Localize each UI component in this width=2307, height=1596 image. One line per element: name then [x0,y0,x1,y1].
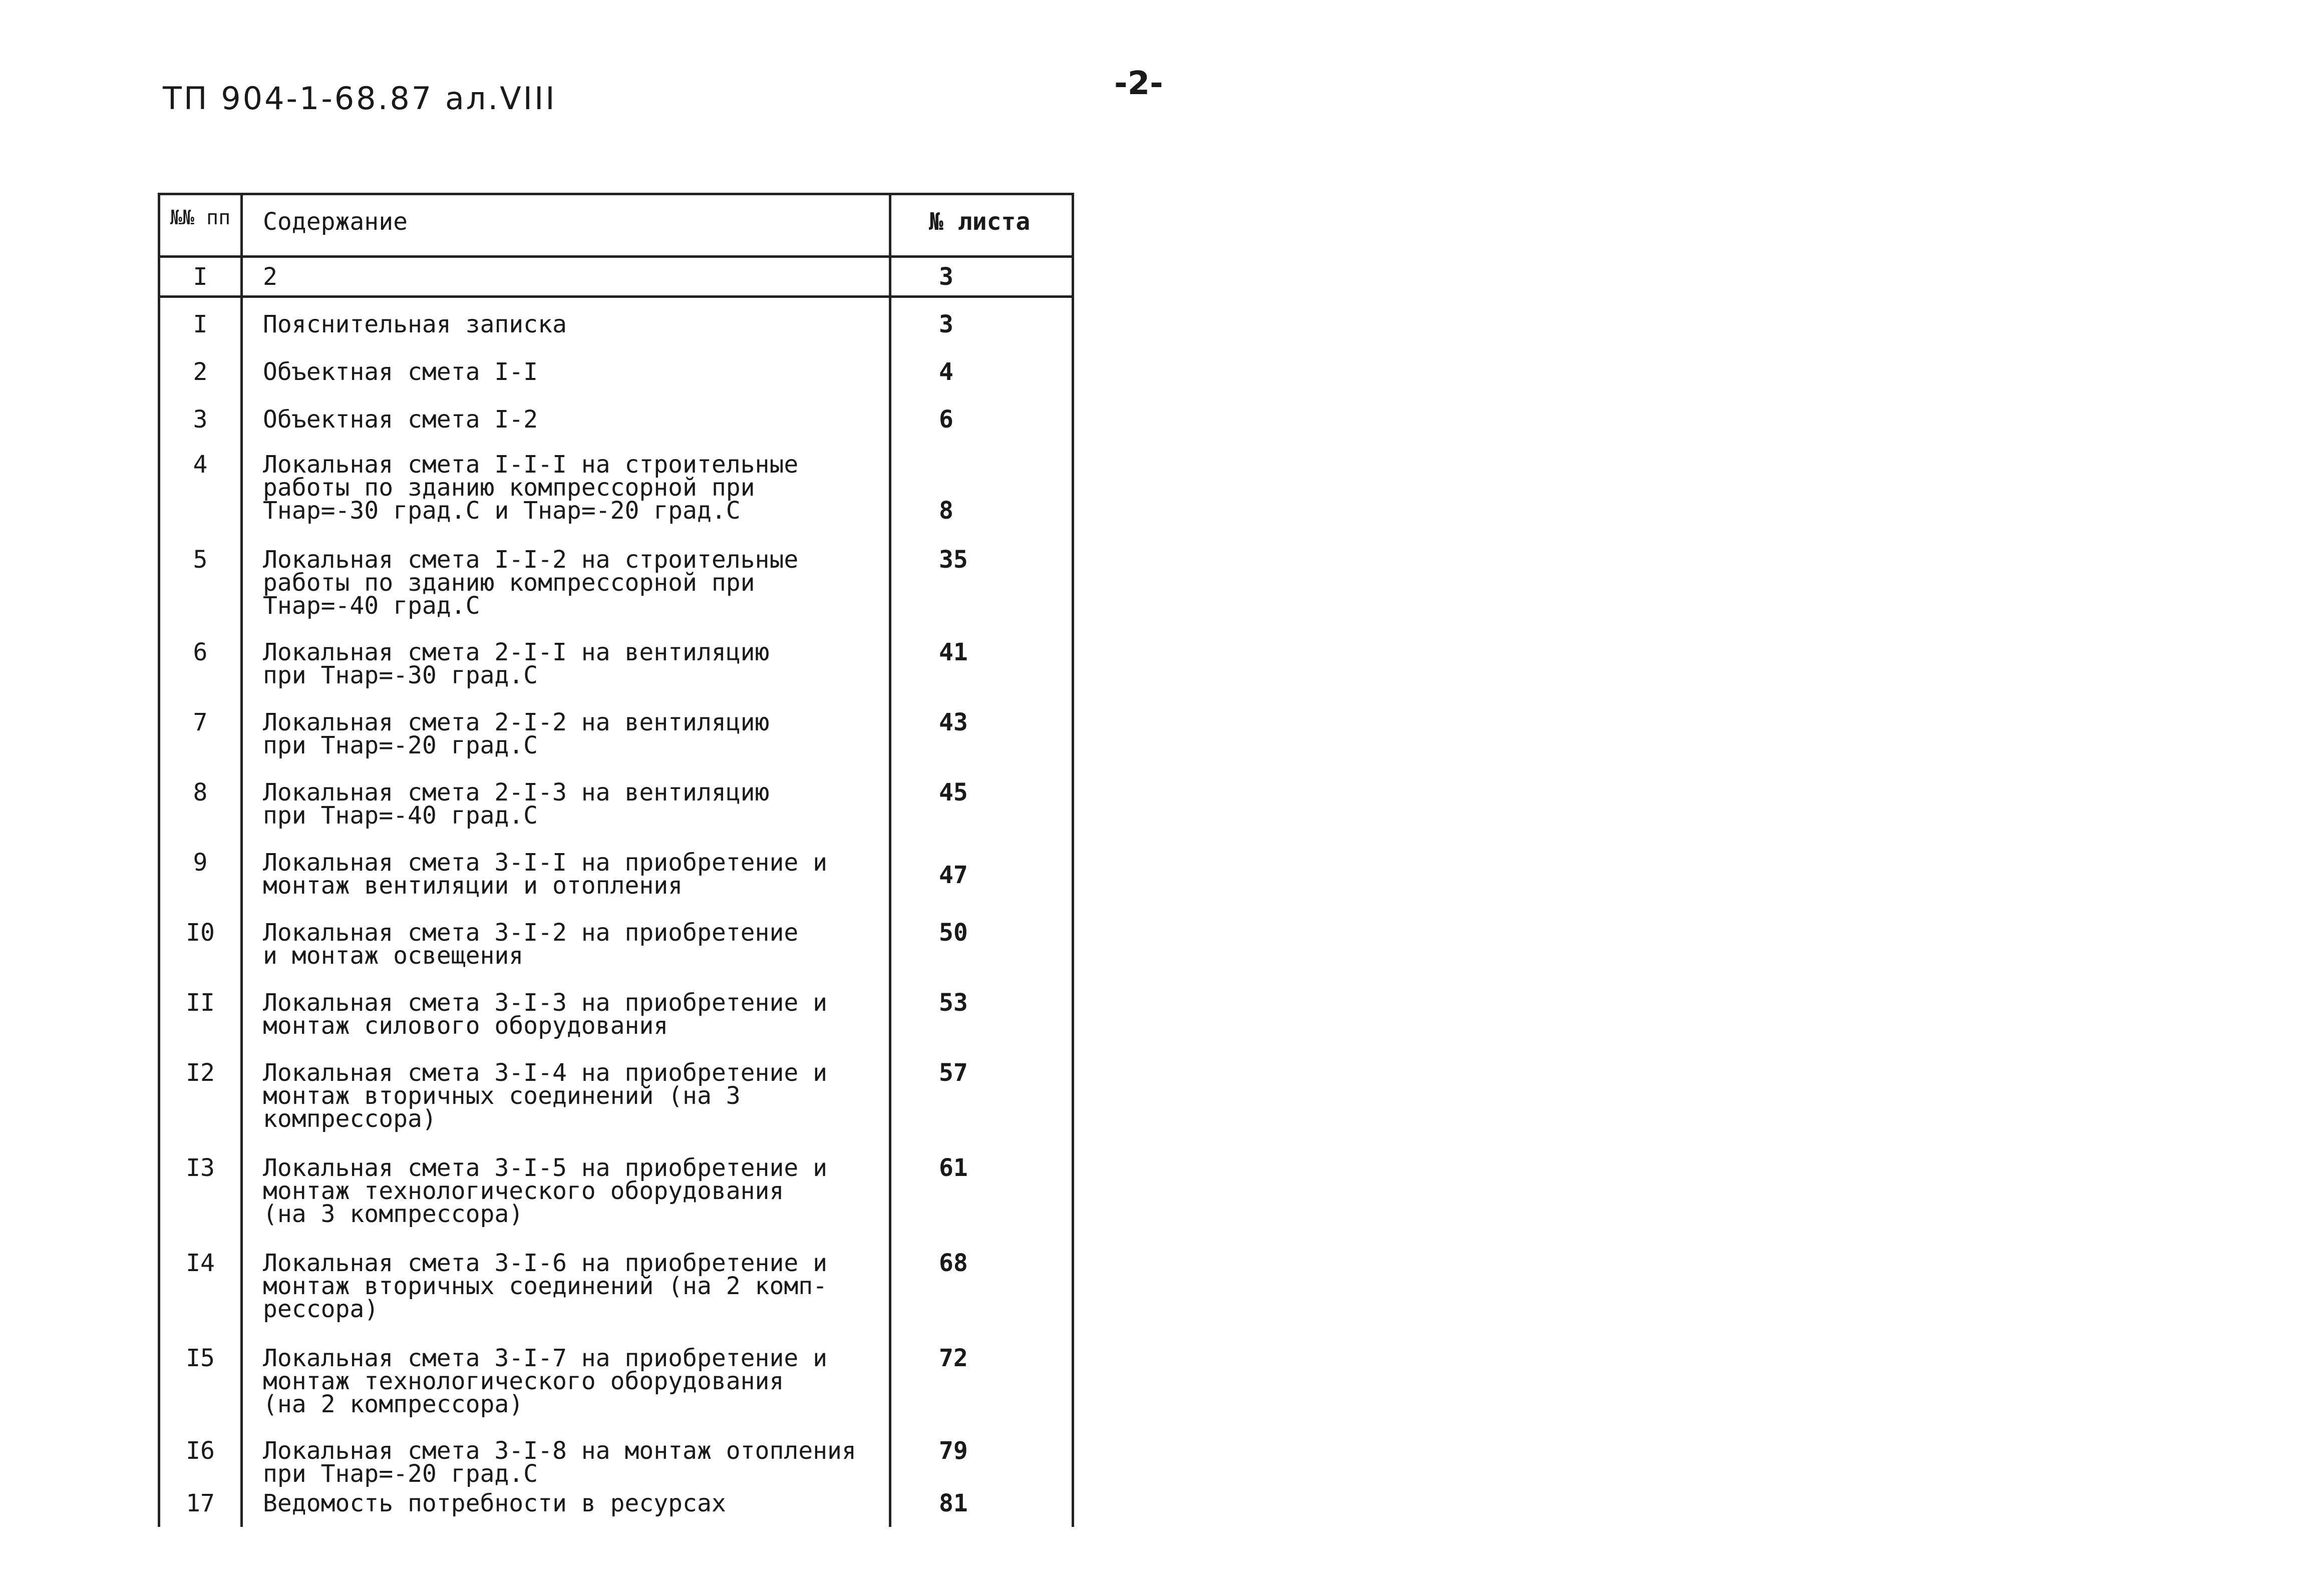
row-number: I2 [186,1059,215,1087]
row-content-line: Локальная смета 2-I-2 на вентиляцию [263,708,770,736]
row-content-line: Локальная смета 3-I-2 на приобретение [263,919,799,947]
row-content-line: Объектная смета I-2 [263,406,538,434]
row-number: 3 [193,406,208,434]
row-content-line: Локальная смета 2-I-I на вентиляцию [263,638,770,666]
row-number: I3 [186,1154,215,1182]
row-sheet-number: 8 [939,497,953,525]
row-content-line: работы по зданию компрессорной при [263,474,755,502]
row-number: 5 [193,546,208,574]
row-content-line: Локальная смета 3-I-I на приобретение и [263,849,828,877]
row-number: I0 [186,919,215,947]
column-divider [889,195,891,1527]
row-sheet-number: 57 [939,1059,968,1087]
document-code: ТП 904-1-68.87 ал.VIII [163,80,557,117]
row-content-line: при Тнар=-20 град.С [263,731,538,759]
row-sheet-number: 50 [939,919,968,947]
row-number: I [193,310,208,338]
column-content-index: 2 [263,263,277,291]
row-content-line: Локальная смета 3-I-6 на приобретение и [263,1249,828,1277]
row-number: 17 [186,1489,215,1517]
row-content-line: монтаж технологического оборудования [263,1177,784,1205]
header-number: №№ пп [170,206,231,229]
page-number: -2- [1114,65,1163,102]
row-content-line: монтаж технологического оборудования [263,1367,784,1395]
header-content: Содержание [263,208,408,236]
header-sheet: № листа [929,208,1031,236]
row-content-line: Локальная смета 3-I-7 на приобретение и [263,1344,828,1372]
row-content-line: работы по зданию компрессорной при [263,569,755,597]
row-sheet-number: 79 [939,1437,968,1465]
row-sheet-number: 72 [939,1344,968,1372]
row-content-line: компрессора) [263,1105,437,1133]
row-sheet-number: 61 [939,1154,968,1182]
row-content-line: при Тнар=-20 град.С [263,1460,538,1488]
row-content-line: (на 2 компрессора) [263,1390,524,1418]
row-content-line: Тнар=-30 град.С и Тнар=-20 град.С [263,497,741,525]
row-content-line: (на 3 компрессора) [263,1200,524,1228]
row-content-line: Локальная смета 3-I-8 на монтаж отопления [263,1437,856,1465]
row-content-line: Ведомость потребности в ресурсах [263,1489,726,1517]
row-sheet-number: 3 [939,310,953,338]
row-number: I4 [186,1249,215,1277]
row-number: 2 [193,358,208,386]
row-number: 9 [193,849,208,877]
row-content-line: при Тнар=-40 град.С [263,802,538,830]
row-content-line: монтаж вентиляции и отопления [263,872,683,900]
column-divider [240,195,243,1527]
row-number: 6 [193,638,208,666]
row-content-line: Объектная смета I-I [263,358,538,386]
row-content-line: монтаж вторичных соединений (на 2 комп- [263,1272,828,1300]
index-row-divider [158,295,1074,298]
row-sheet-number: 43 [939,708,968,736]
row-content-line: рессора) [263,1295,379,1323]
row-number: 7 [193,708,208,736]
row-sheet-number: 47 [939,861,968,889]
header-divider [158,255,1074,258]
row-content-line: при Тнар=-30 град.С [263,661,538,689]
row-content-line: Локальная смета 3-I-4 на приобретение и [263,1059,828,1087]
row-sheet-number: 53 [939,989,968,1017]
column-sheet-index: 3 [939,263,953,291]
row-sheet-number: 6 [939,406,953,434]
row-sheet-number: 68 [939,1249,968,1277]
row-sheet-number: 35 [939,546,968,574]
row-number: I6 [186,1437,215,1465]
row-number: II [186,989,215,1017]
column-number-index: I [193,263,208,291]
row-number: I5 [186,1344,215,1372]
contents-table [158,193,1074,1527]
row-sheet-number: 45 [939,778,968,807]
row-content-line: Тнар=-40 град.С [263,592,480,620]
row-number: 8 [193,778,208,807]
row-content-line: Локальная смета 2-I-3 на вентиляцию [263,778,770,807]
row-number: 4 [193,451,208,479]
row-sheet-number: 4 [939,358,953,386]
row-sheet-number: 41 [939,638,968,666]
row-content-line: Пояснительная записка [263,310,567,338]
row-content-line: Локальная смета 3-I-3 на приобретение и [263,989,828,1017]
row-content-line: Локальная смета I-I-2 на строительные [263,546,799,574]
row-content-line: монтаж вторичных соединений (на 3 [263,1082,741,1110]
row-sheet-number: 81 [939,1489,968,1517]
row-content-line: Локальная смета 3-I-5 на приобретение и [263,1154,828,1182]
row-content-line: и монтаж освещения [263,942,524,970]
row-content-line: монтаж силового оборудования [263,1012,669,1040]
row-content-line: Локальная смета I-I-I на строительные [263,451,799,479]
